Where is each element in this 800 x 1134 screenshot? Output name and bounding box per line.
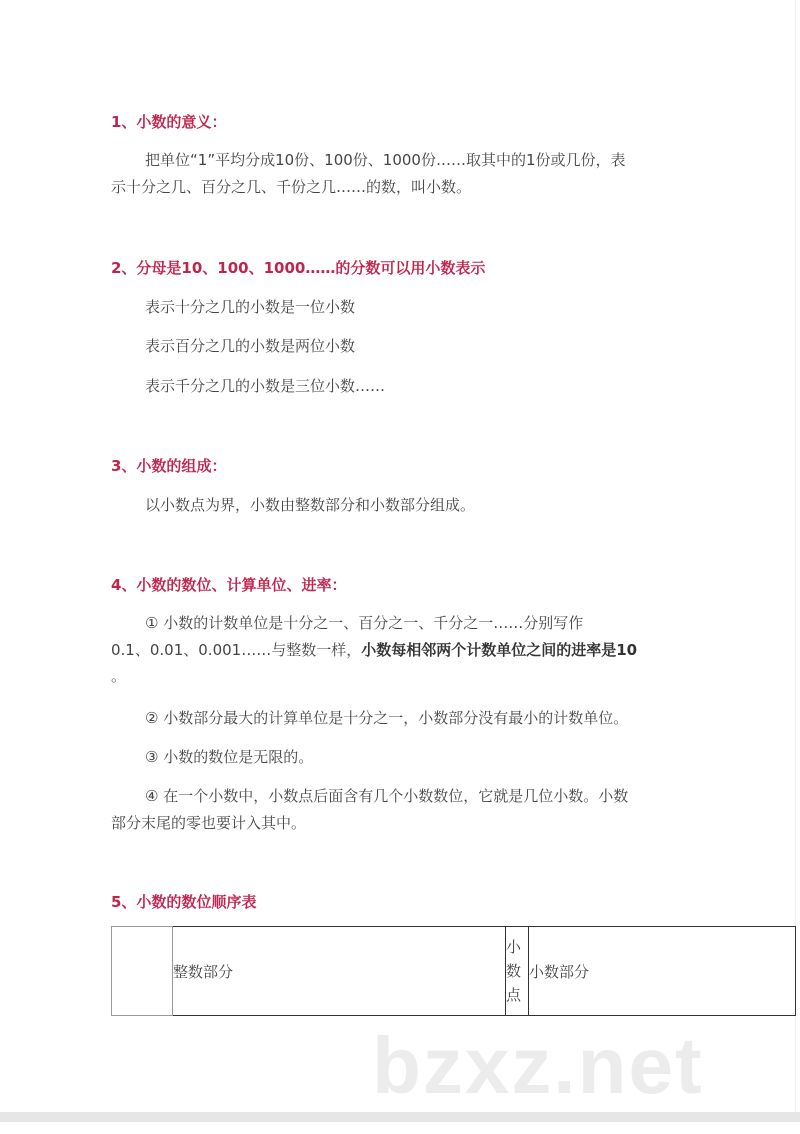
bold-text: 小数每相邻两个计数单位之间的进率是10 <box>361 641 638 659</box>
table-cell-decimal-part: 小数部分 <box>529 927 796 1016</box>
place-value-table <box>111 926 796 1016</box>
section-2-item: 表示百分之几的小数是两位小数 <box>145 337 356 355</box>
section-5-title: 5、小数的数位顺序表 <box>111 893 257 911</box>
table-row <box>112 927 796 1016</box>
section-4-item1-line1: ① 小数的计数单位是十分之一、百分之一、千分之一……分别写作 <box>145 614 584 632</box>
section-3-title: 3、小数的组成： <box>111 457 227 475</box>
section-2-item: 表示千分之几的小数是三位小数…… <box>145 377 386 395</box>
watermark: bzxz.net <box>372 1021 704 1110</box>
section-3-text: 以小数点为界，小数由整数部分和小数部分组成。 <box>145 496 476 514</box>
section-1-title: 1、小数的意义： <box>111 113 227 131</box>
table-cell-decimal-point: 小数点 <box>506 927 529 1016</box>
section-4-item1-line3: 。 <box>111 667 127 685</box>
section-2-item: 表示十分之几的小数是一位小数 <box>145 298 356 316</box>
section-4-item3: ③ 小数的数位是无限的。 <box>145 748 314 766</box>
section-4-item1-line2 <box>111 640 637 660</box>
table-cell-integer-part: 整数部分 <box>173 927 506 1016</box>
section-4-item4-line1: ④ 在一个小数中，小数点后面含有几个小数数位，它就是几位小数。小数 <box>145 787 629 805</box>
section-1-text-line1: 把单位“1”平均分成10份、100份、1000份……取其中的1份或几份，表 <box>145 151 626 169</box>
section-4-item2: ② 小数部分最大的计算单位是十分之一，小数部分没有最小的计数单位。 <box>145 709 629 727</box>
section-4-item4-line2: 部分末尾的零也要计入其中。 <box>111 814 307 832</box>
section-4-title: 4、小数的数位、计算单位、进率： <box>111 576 347 594</box>
section-2-title: 2、分母是10、100、1000……的分数可以用小数表示 <box>111 259 486 277</box>
plain-text: 0.1、0.01、0.001……与整数一样， <box>111 641 362 659</box>
table-cell-blank <box>112 927 173 1016</box>
page-bottom-band <box>0 1112 800 1122</box>
section-1-text-line2: 示十分之几、百分之几、千份之几……的数，叫小数。 <box>111 178 472 196</box>
